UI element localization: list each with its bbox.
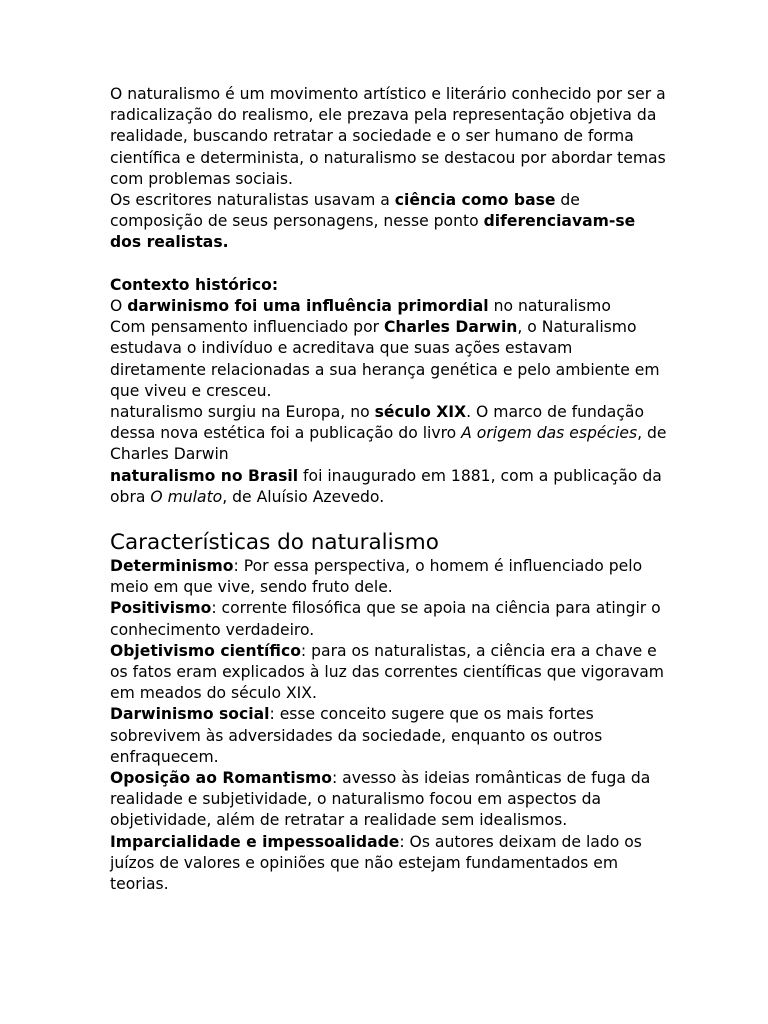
characteristic-term: Determinismo	[110, 557, 234, 576]
italic-run: A origem das espécies	[461, 424, 638, 443]
characteristic-text: : Por essa perspectiva, o homem é influenciado pelo meio em que vive, sendo fruto dele.	[110, 557, 643, 597]
text-run: de composição de seus personagens, nesse ponto	[110, 191, 580, 231]
text-run: naturalismo surgiu na Europa, no	[110, 403, 375, 422]
context-heading	[110, 275, 670, 296]
characteristic-text: : para os naturalistas, a ciência era a chave e os fatos eram explicados à luz das correntes científicas que vigoravam em meados do século XIX.	[110, 641, 664, 703]
characteristic-text: : Os autores deixam de lado os juízos de valores e opiniões que não estejam fundamentados em teorias.	[110, 832, 642, 894]
text-run: , de Aluísio Azevedo.	[222, 487, 385, 506]
context-line-brazil	[110, 466, 670, 508]
scientists-paragraph	[110, 190, 670, 254]
characteristic-text: : esse conceito sugere que os mais fortes sobrevivem às adversidades da sociedade, enquanto os outros enfraquecem.	[110, 705, 603, 766]
italic-run: O mulato	[150, 487, 223, 506]
characteristic-term: Positivismo	[110, 599, 212, 618]
document-page	[110, 84, 670, 895]
bold-run: diferenciavam-se dos realistas.	[110, 212, 636, 252]
bold-run: ciência como base	[394, 191, 556, 210]
text-run: no naturalismo	[488, 297, 611, 316]
text-run: . O marco de fundação dessa nova estética foi a publicação do livro	[110, 403, 644, 443]
text-run: , o Naturalismo estudava o indivíduo e acreditava que suas ações estavam diretamente relacionadas a sua herança genética e pelo ambiente em que viveu e cresceu.	[110, 318, 660, 400]
bold-run: século XIX	[374, 403, 467, 422]
characteristic-text: : avesso às ideias românticas de fuga da realidade e subjetividade, o naturalismo focou em aspectos da objetividade, além de retratar a realidade sem idealismos.	[110, 769, 651, 830]
bold-run: darwinismo foi uma influência primordial	[127, 297, 489, 316]
characteristic-item	[110, 768, 670, 832]
characteristic-item	[110, 704, 670, 768]
characteristic-item	[110, 556, 670, 598]
context-line-darwinism	[110, 296, 670, 317]
text-run: , de Charles Darwin	[110, 424, 667, 464]
characteristic-item	[110, 598, 670, 640]
characteristic-term: Darwinismo social	[110, 705, 270, 724]
blank-line	[110, 254, 670, 275]
context-line-darwin	[110, 317, 670, 402]
context-heading-text: Contexto histórico:	[110, 275, 279, 294]
bold-run: Charles Darwin	[383, 318, 518, 337]
context-line-europe	[110, 402, 670, 466]
text-run: Os escritores naturalistas usavam a	[110, 191, 395, 210]
characteristic-item	[110, 832, 670, 896]
characteristic-text: : corrente filosófica que se apoia na ciência para atingir o conhecimento verdadeiro.	[110, 599, 661, 639]
section-heading: Características do naturalismo	[110, 530, 439, 556]
characteristic-item	[110, 641, 670, 705]
characteristic-term: Objetivismo científico	[110, 641, 301, 660]
text-run: O	[110, 297, 128, 316]
text-run: Com pensamento influenciado por	[110, 318, 384, 337]
bold-run: naturalismo no Brasil	[110, 466, 299, 485]
text-run: foi inaugurado em 1881, com a publicação da obra	[110, 466, 662, 506]
characteristic-term: Imparcialidade e impessoalidade	[110, 832, 400, 851]
characteristic-term: Oposição ao Romantismo	[110, 769, 332, 788]
intro-paragraph: O naturalismo é um movimento artístico e literário conhecido por ser a radicalização do realismo, ele prezava pela representação objetiva da realidade, buscando retratar a sociedade e o ser humano de forma científica e determinista, o naturalismo se destacou por abordar temas com problemas sociais.	[110, 85, 666, 188]
